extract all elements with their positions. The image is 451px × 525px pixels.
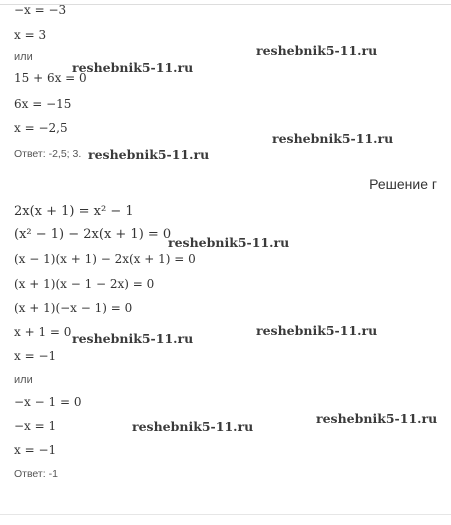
equation-line: (x + 1)(x − 1 − 2x) = 0 xyxy=(14,277,155,291)
equation-line: x = −1 xyxy=(14,349,57,363)
watermark-text: reshebnik5-11.ru xyxy=(72,331,194,346)
equation-line: x + 1 = 0 xyxy=(14,325,72,339)
watermark-text: reshebnik5-11.ru xyxy=(256,43,378,58)
equation-line: x = −2,5 xyxy=(14,121,68,135)
answer-text: Ответ: -2,5; 3. xyxy=(14,148,82,160)
top-divider xyxy=(0,0,451,5)
watermark-text: reshebnik5-11.ru xyxy=(256,323,378,338)
conjunction-text: или xyxy=(14,374,33,386)
equation-line: x = 3 xyxy=(14,28,47,42)
section-heading: Решение г xyxy=(369,176,437,192)
equation-line: 2x(x + 1) = x² − 1 xyxy=(14,204,134,219)
answer-text: Ответ: -1 xyxy=(14,468,58,480)
equation-line: −x − 1 = 0 xyxy=(14,395,82,409)
watermark-text: reshebnik5-11.ru xyxy=(72,60,194,75)
equation-line: 15 + 6x = 0 xyxy=(14,71,87,85)
watermark-text: reshebnik5-11.ru xyxy=(272,131,394,146)
watermark-text: reshebnik5-11.ru xyxy=(316,411,438,426)
bottom-divider xyxy=(0,514,451,515)
watermark-text: reshebnik5-11.ru xyxy=(132,419,254,434)
equation-line: (x² − 1) − 2x(x + 1) = 0 xyxy=(14,227,172,242)
equation-line: (x − 1)(x + 1) − 2x(x + 1) = 0 xyxy=(14,252,196,266)
equation-line: (x + 1)(−x − 1) = 0 xyxy=(14,301,133,315)
equation-line: −x = 1 xyxy=(14,419,57,433)
watermark-text: reshebnik5-11.ru xyxy=(88,147,210,162)
equation-line: 6x = −15 xyxy=(14,97,72,111)
equation-line: −x = −3 xyxy=(14,3,67,17)
equation-line: x = −1 xyxy=(14,443,57,457)
conjunction-text: или xyxy=(14,51,33,63)
watermark-text: reshebnik5-11.ru xyxy=(168,235,290,250)
